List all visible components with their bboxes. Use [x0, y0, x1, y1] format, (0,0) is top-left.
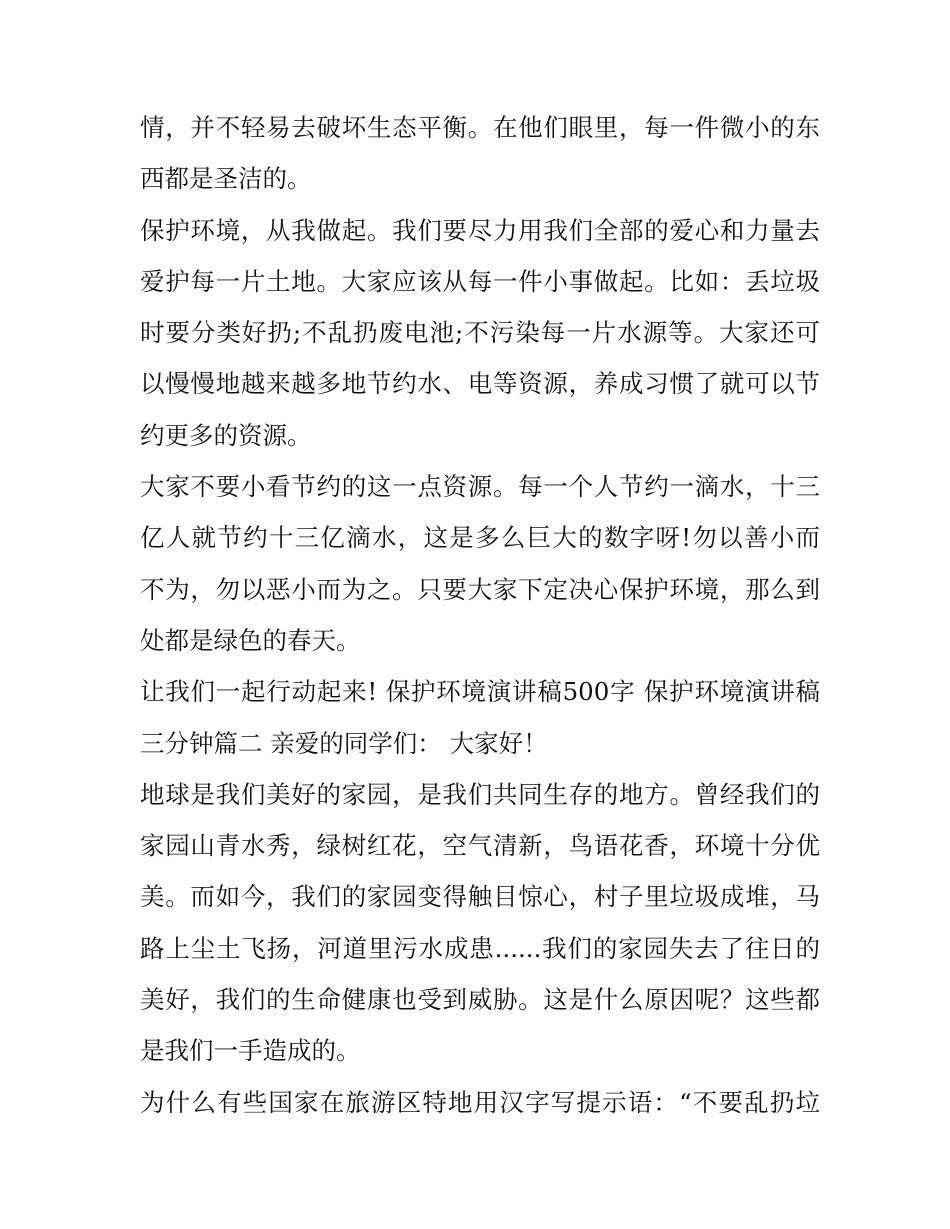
- text-line: 三分钟篇二 亲爱的同学们： 大家好！: [140, 728, 548, 758]
- text-line: 美。而如今，我们的家园变得触目惊心，村子里垃圾成堆，马: [140, 882, 820, 912]
- text-line: 处都是绿色的春天。: [140, 625, 361, 655]
- text-line: 美好，我们的生命健康也受到威胁。这是什么原因呢？这些都: [140, 985, 820, 1015]
- document-body: [140, 102, 820, 1128]
- text-line: 亿人就节约十三亿滴水，这是多么巨大的数字呀!勿以善小而: [140, 523, 820, 553]
- text-line: 不为，勿以恶小而为之。只要大家下定决心保护环境，那么到: [140, 574, 820, 604]
- text-line: 路上尘土飞扬，河道里污水成患......我们的家园失去了往日的: [140, 933, 820, 963]
- text-line: 是我们一手造成的。: [140, 1036, 361, 1066]
- text-line: 保护环境，从我做起。我们要尽力用我们全部的爱心和力量去: [140, 215, 820, 245]
- text-line: 爱护每一片土地。大家应该从每一件小事做起。比如：丢垃圾: [140, 266, 820, 296]
- text-line: 时要分类好扔;不乱扔废电池;不污染每一片水源等。大家还可: [140, 318, 820, 348]
- text-line: 大家不要小看节约的这一点资源。每一个人节约一滴水，十三: [140, 472, 820, 502]
- text-line: 家园山青水秀，绿树红花，空气清新，鸟语花香，环境十分优: [140, 831, 820, 861]
- text-line: 约更多的资源。: [140, 420, 312, 450]
- text-line: 以慢慢地越来越多地节约水、电等资源，养成习惯了就可以节: [140, 369, 820, 399]
- text-line: 让我们一起行动起来! 保护环境演讲稿500字 保护环境演讲稿: [140, 677, 820, 707]
- text-line: 为什么有些国家在旅游区特地用汉字写提示语：“不要乱扔垃: [140, 1087, 820, 1117]
- text-line: 地球是我们美好的家园，是我们共同生存的地方。曾经我们的: [140, 779, 820, 809]
- text-line: 西都是圣洁的。: [140, 164, 312, 194]
- text-line: 情，并不轻易去破坏生态平衡。在他们眼里，每一件微小的东: [140, 113, 820, 142]
